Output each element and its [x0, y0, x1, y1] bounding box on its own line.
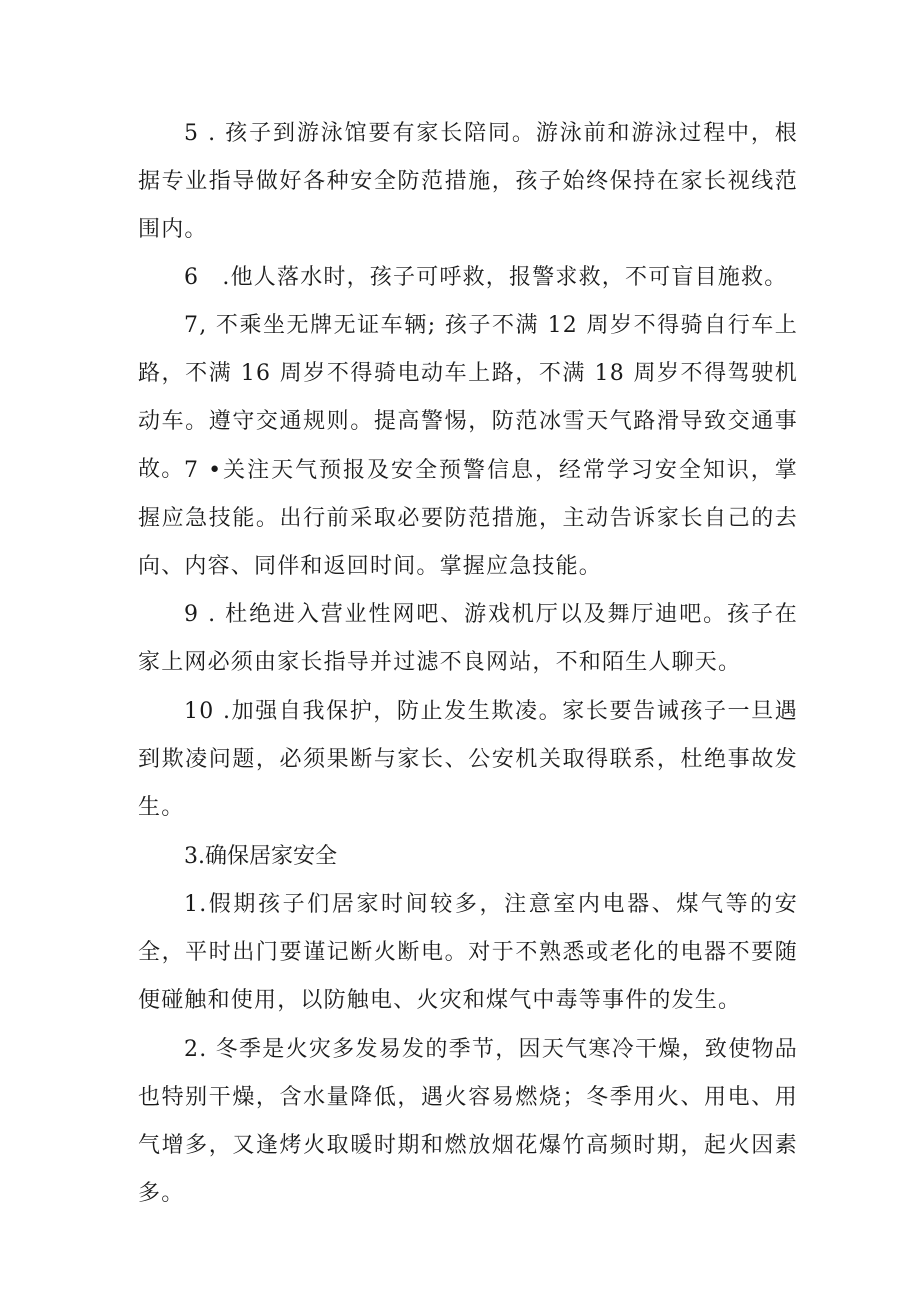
paragraph-drowning-rescue: 6 .他人落水时，孩子可呼救，报警求救，不可盲目施救。 — [184, 265, 788, 290]
paragraph-home-electric: 1.假期孩子们居家时间较多，注意室内电器、煤气等的安全，平时出门要谨记断火断电。对于不熟悉或老化的电器不要随便碰触和使用，以防触电、火灾和煤气中毒等事件的发生。 — [138, 892, 798, 1013]
paragraph-traffic: 7, 不乘坐无牌无证车辆; 孩子不满 12 周岁不得骑自行车上路，不满 16 周岁不得骑电动车上路，不满 18 周岁不得驾驶机动车。遵守交通规则。提高警惕，防范冰雪天气路滑导致交通事故。 — [138, 313, 798, 482]
paragraph-internet: 9 . 杜绝进入营业性网吧、游戏机厅以及舞厅迪吧。孩子在家上网必须由家长指导并过滤不良网站，不和陌生人聊天。 — [138, 602, 798, 675]
paragraph-weather: 7 •关注天气预报及安全预警信息，经常学习安全知识，掌握应急技能。出行前采取必要防范措施，主动告诉家长自己的去向、内容、同伴和返回时间。掌握应急技能。 — [138, 458, 798, 579]
paragraph-bullying: 10 .加强自我保护，防止发生欺凌。家长要告诫孩子一旦遇到欺凌问题，必须果断与家长、公安机关取得联系，杜绝事故发生。 — [138, 699, 798, 820]
paragraph-swimming: 5 . 孩子到游泳馆要有家长陪同。游泳前和游泳过程中，根据专业指导做好各种安全防范措施，孩子始终保持在家长视线范围内。 — [138, 121, 798, 242]
section-heading: 3.确保居家安全 — [184, 844, 337, 869]
paragraph-winter-fire: 2. 冬季是火灾多发易发的季节，因天气寒冷干燥，致使物品也特别干燥，含水量降低，遇火容易燃烧；冬季用火、用电、用气增多，又逢烤火取暖时期和燃放烟花爆竹高频时期，起火因素多。 — [138, 1037, 798, 1206]
